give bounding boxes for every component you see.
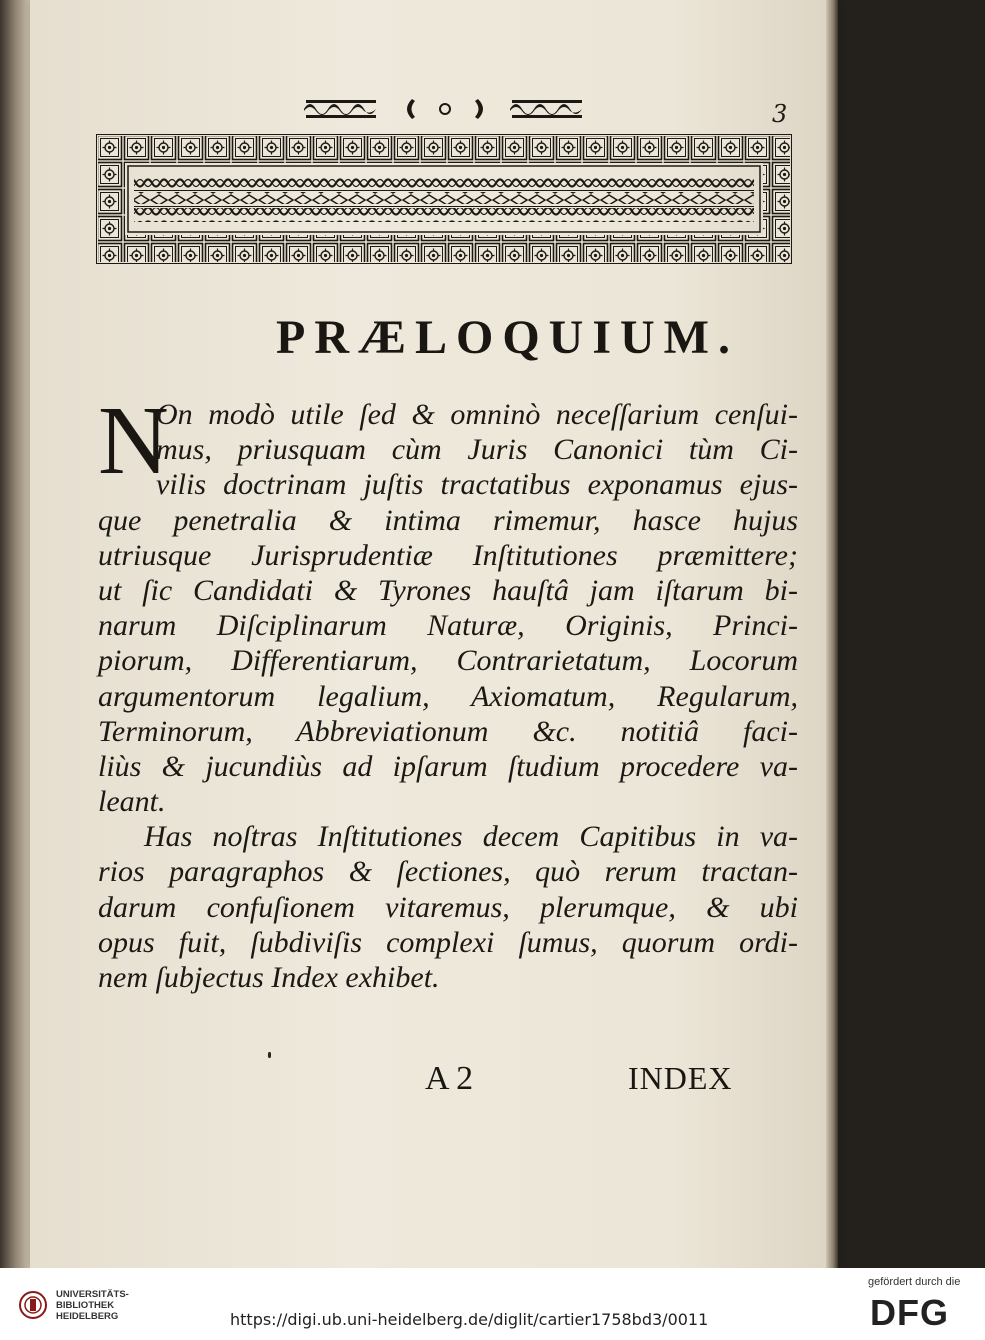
library-name	[56, 1289, 129, 1322]
text-line: darum confuſionem vitaremus, plerumque, & ubi	[98, 890, 798, 924]
text-line: liùs & jucundiùs ad ipſarum ſtudium procedere va-	[98, 749, 798, 783]
dfg-logo: DFG	[870, 1292, 949, 1333]
right-page-edge	[826, 0, 838, 1268]
text-line: que penetralia & intima rimemur, hasce hujus	[98, 503, 798, 537]
catchword: INDEX	[628, 1060, 733, 1096]
text-line: leant.	[98, 785, 166, 819]
text-line: ut ſic Candidati & Tyrones hauſtâ jam iſtarum bi-	[98, 573, 798, 607]
text-line: On modò utile ſed & omninò neceſſarium cenſui-	[156, 398, 798, 431]
text-line: mus, priusquam cùm Juris Canonici tùm Ci-	[156, 433, 798, 467]
text-line: piorum, Differentiarum, Contrarietatum, Locorum	[98, 644, 798, 678]
body-text	[98, 397, 798, 995]
text-line: opus fuit, ſubdiviſis complexi ſumus, quorum ordi-	[98, 925, 798, 959]
permalink-url[interactable]: https://digi.ub.uni-heidelberg.de/diglit/cartier1758bd3/0011	[230, 1310, 709, 1329]
university-seal-icon	[18, 1290, 48, 1320]
text-line: nem ſubjectus Index exhibet.	[98, 961, 440, 994]
text-line: Terminorum, Abbreviationum &c. notitiâ faci-	[98, 714, 798, 748]
signature-mark: A 2	[425, 1060, 474, 1097]
funded-by-label: gefördert durch die	[868, 1276, 961, 1288]
left-page-edge	[0, 0, 34, 1268]
top-ornament	[300, 96, 590, 122]
drop-capital: N	[98, 387, 169, 495]
ink-mark	[268, 1052, 271, 1058]
text-line: argumentorum legalium, Axiomatum, Regularum,	[98, 679, 798, 713]
ornamental-border	[96, 134, 792, 264]
text-line: utriusque Jurisprudentiæ Inſtitutiones præmittere;	[98, 538, 798, 572]
library-line: UNIVERSITÄTS-	[56, 1289, 129, 1300]
text-line: vilis doctrinam juſtis tractatibus exponamus ejus-	[156, 468, 798, 502]
viewer-footer-bar	[0, 1268, 985, 1340]
text-line: narum Diſciplinarum Naturæ, Originis, Princi-	[98, 609, 798, 643]
library-line: BIBLIOTHEK	[56, 1300, 115, 1311]
page-number: 3	[772, 100, 788, 128]
page-title: PRÆLOQUIUM.	[276, 311, 739, 364]
text-line: Has noſtras Inſtitutiones decem Capitibus in va-	[144, 820, 798, 854]
text-line: rios paragraphos & ſectiones, quò rerum tractan-	[98, 855, 798, 889]
library-line: HEIDELBERG	[56, 1311, 119, 1322]
